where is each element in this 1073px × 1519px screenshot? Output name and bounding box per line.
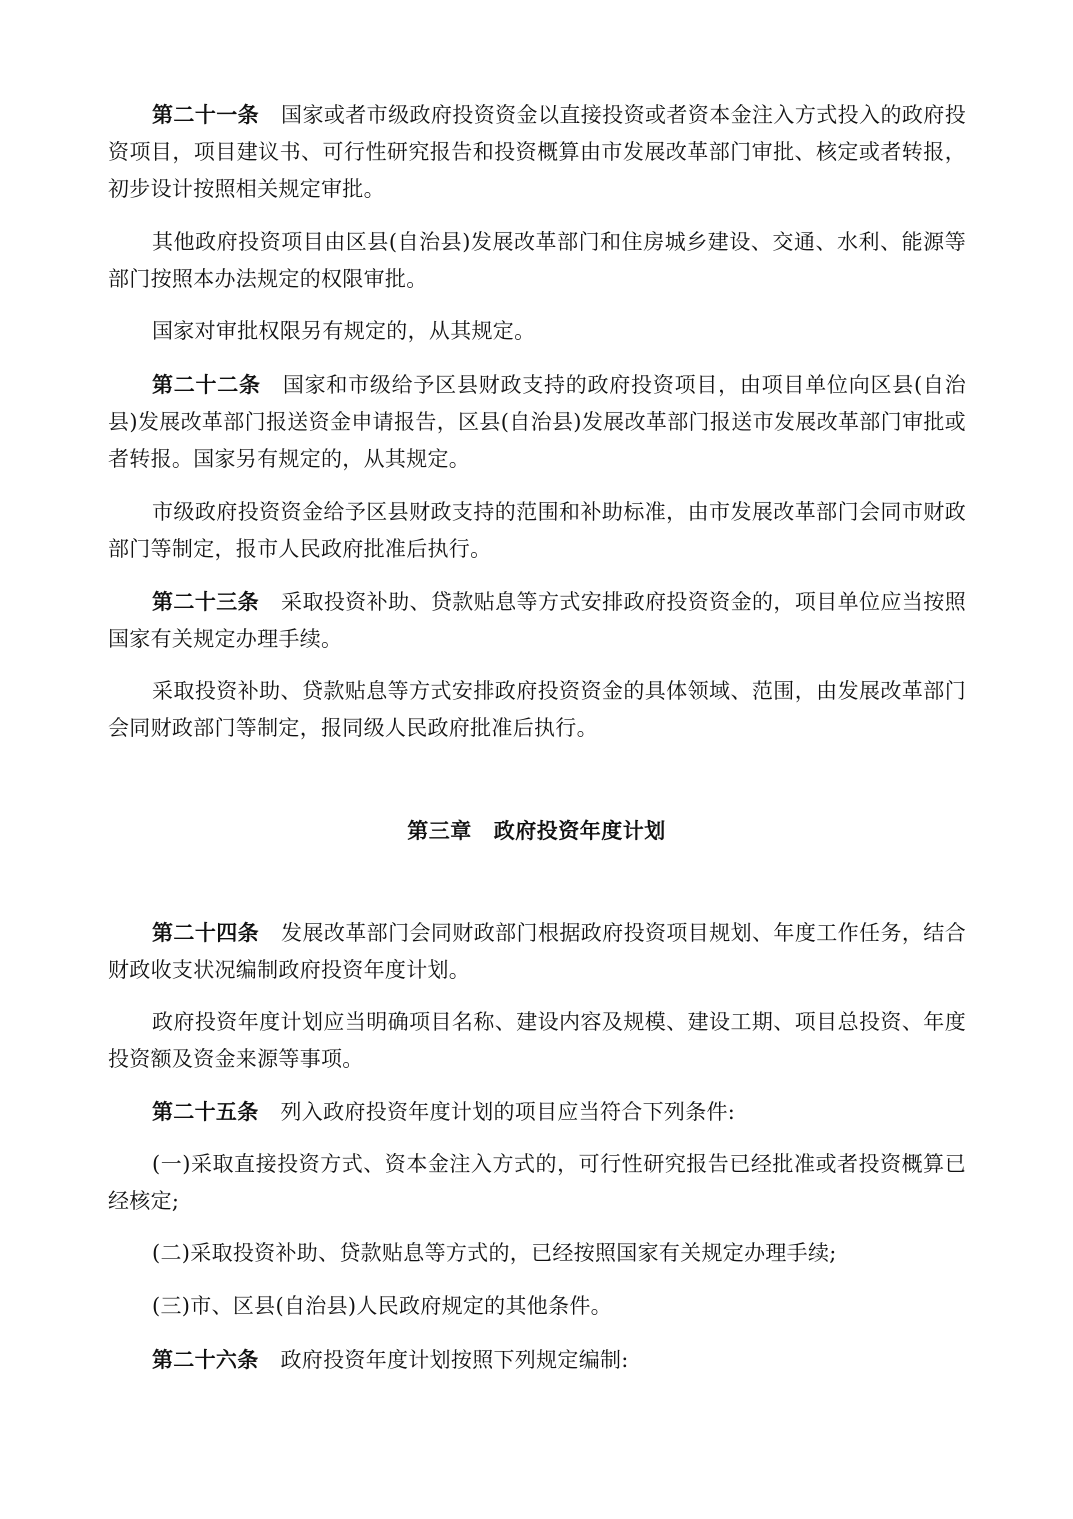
paragraph-text: 采取投资补助、贷款贴息等方式安排政府投资资金的具体领域、范围，由发展改革部门会同财政部门等制定，报同级人民政府批准后执行。: [108, 679, 966, 740]
article-number: 第二十五条: [152, 1099, 259, 1124]
article-text: 政府投资年度计划按照下列规定编制:: [280, 1348, 629, 1372]
article-text: 国家或者市级政府投资资金以直接投资或者资本金注入方式投入的政府投资项目，项目建议书、可行性研究报告和投资概算由市发展改革部门审批、核定或者转报，初步设计按照相关规定审批。: [108, 103, 966, 201]
article-number: 第二十六条: [152, 1347, 259, 1372]
paragraph: [108, 224, 966, 298]
list-item-text: (三)市、区县(自治县)人民政府规定的其他条件。: [152, 1294, 612, 1318]
article-text: 国家和市级给予区县财政支持的政府投资项目，由项目单位向区县(自治县)发展改革部门报送资金申请报告，区县(自治县)发展改革部门报送市发展改革部门审批或者转报。国家另有规定的，从其规定。: [108, 373, 967, 471]
list-item: [108, 1235, 966, 1272]
paragraph-text: 其他政府投资项目由区县(自治县)发展改革部门和住房城乡建设、交通、水利、能源等部门按照本办法规定的权限审批。: [108, 230, 966, 291]
paragraph: [108, 313, 966, 350]
article-text: 发展改革部门会同财政部门根据政府投资项目规划、年度工作任务，结合财政收支状况编制政府投资年度计划。: [108, 921, 966, 982]
article-25-paragraph: [108, 1093, 966, 1131]
chapter-heading: [0, 812, 1073, 849]
article-21-paragraph: [108, 96, 966, 208]
paragraph-text: 市级政府投资资金给予区县财政支持的范围和补助标准，由市发展改革部门会同市财政部门等制定，报市人民政府批准后执行。: [108, 500, 966, 561]
paragraph: [108, 1004, 966, 1078]
article-number: 第二十一条: [152, 102, 260, 127]
article-number: 第二十二条: [152, 372, 261, 397]
chapter-number: 第三章: [407, 818, 472, 843]
article-22-paragraph: [108, 366, 966, 478]
list-item: [108, 1146, 966, 1220]
article-24-paragraph: [108, 914, 966, 989]
article-text: 列入政府投资年度计划的项目应当符合下列条件:: [280, 1100, 736, 1124]
paragraph: [108, 494, 966, 568]
paragraph-text: 政府投资年度计划应当明确项目名称、建设内容及规模、建设工期、项目总投资、年度投资额及资金来源等事项。: [108, 1010, 966, 1071]
list-item: [108, 1288, 966, 1325]
paragraph-text: 国家对审批权限另有规定的，从其规定。: [152, 319, 536, 343]
article-number: 第二十三条: [152, 589, 260, 614]
article-26-paragraph: [108, 1341, 966, 1379]
paragraph: [108, 673, 966, 747]
list-item-text: (一)采取直接投资方式、资本金注入方式的，可行性研究报告已经批准或者投资概算已经核定;: [108, 1152, 966, 1213]
article-number: 第二十四条: [152, 920, 260, 945]
article-text: 采取投资补助、贷款贴息等方式安排政府投资资金的，项目单位应当按照国家有关规定办理手续。: [108, 590, 966, 651]
list-item-text: (二)采取投资补助、贷款贴息等方式的，已经按照国家有关规定办理手续;: [152, 1241, 837, 1265]
chapter-title: 政府投资年度计划: [493, 818, 666, 843]
article-23-paragraph: [108, 583, 966, 658]
